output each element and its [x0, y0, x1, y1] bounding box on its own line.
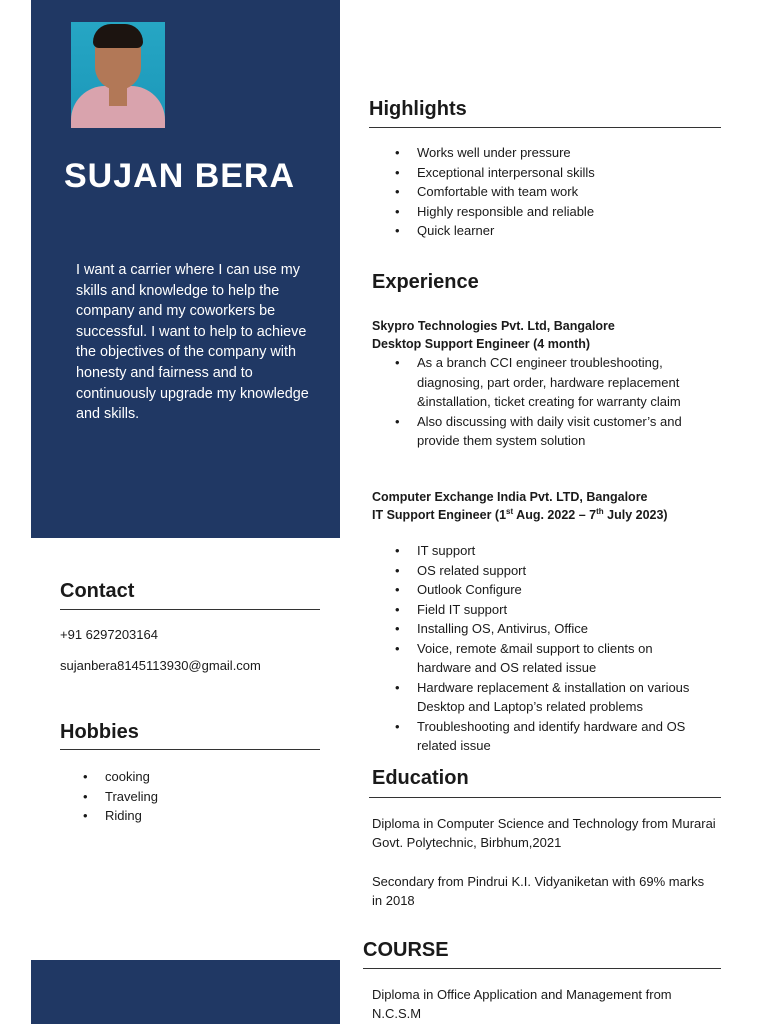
bullet-icon: • [395, 164, 400, 180]
profile-photo [71, 22, 165, 128]
candidate-name: SUJAN BERA [64, 157, 296, 195]
list-item [372, 182, 702, 202]
education-divider [369, 797, 721, 798]
bullet-icon: • [395, 718, 400, 734]
job-duties-list [372, 353, 702, 451]
sidebar-footer-panel [31, 960, 340, 1024]
list-item [60, 806, 300, 826]
contact-divider [60, 609, 320, 610]
list-item [60, 767, 300, 787]
bullet-icon: • [395, 184, 400, 199]
job-company: Computer Exchange India Pvt. LTD, Bangalore [372, 490, 648, 504]
duty-text: Voice, remote &mail support to clients on hardware and OS related issue [417, 640, 653, 675]
experience-title: Experience [372, 271, 479, 293]
highlights-list [372, 143, 702, 241]
ordinal-suffix: th [596, 506, 604, 516]
hobbies-divider [60, 749, 320, 750]
bullet-icon: • [395, 413, 400, 429]
role-text: July 2023) [603, 508, 668, 522]
duty-text: OS related support [417, 562, 527, 578]
list-item [372, 639, 702, 678]
bullet-icon: • [83, 769, 88, 784]
job-role: Desktop Support Engineer (4 month) [372, 337, 591, 351]
duty-text: Hardware replacement & installation on various Desktop and Laptop’s related problems [417, 679, 690, 714]
list-item [372, 541, 702, 561]
bullet-icon: • [395, 582, 400, 597]
duty-text: Field IT support [417, 601, 508, 617]
education-entry: Diploma in Computer Science and Technology from Murarai Govt. Polytechnic, Birbhum,2021 [372, 816, 716, 850]
highlights-title: Highlights [369, 98, 467, 120]
duty-text: Installing OS, Antivirus, Office [417, 621, 588, 636]
bullet-icon: • [395, 679, 400, 695]
bullet-icon: • [395, 640, 400, 656]
bullet-icon: • [395, 203, 400, 219]
photo-hair [93, 24, 143, 48]
highlight-text: Comfortable with team work [417, 184, 579, 199]
list-item [372, 717, 702, 756]
list-item [60, 787, 300, 807]
duty-text: As a branch CCI engineer troubleshooting, diagnosing, part order, hardware replacement &installation, ticket creating for warranty claim [417, 355, 681, 409]
contact-email: sujanbera8145113930@gmail.com [60, 658, 261, 673]
role-text: Aug. 2022 – 7 [513, 508, 597, 522]
highlight-text: Quick learner [417, 223, 495, 238]
duty-text: IT support [417, 543, 476, 558]
hobby-label: Riding [105, 808, 142, 823]
bullet-icon: • [395, 145, 400, 160]
course-title: COURSE [363, 939, 449, 961]
list-item [372, 561, 702, 581]
hobby-label: cooking [105, 769, 150, 784]
ordinal-suffix: st [506, 506, 514, 516]
hobbies-title: Hobbies [60, 721, 139, 743]
bullet-icon: • [395, 562, 400, 578]
bullet-icon: • [395, 223, 400, 238]
list-item [372, 202, 702, 222]
education-entry: Secondary from Pindrui K.I. Vidyaniketan with 69% marks in 2018 [372, 874, 705, 908]
bullet-icon: • [83, 788, 88, 804]
list-item [372, 678, 702, 717]
job-company: Skypro Technologies Pvt. Ltd, Bangalore [372, 319, 615, 333]
career-objective: I want a carrier where I can use my skills and knowledge to help the company and my coworkers be successful. I want to help to achieve the objectives of the company with honesty and fairness and to continuously upgrade my knowledge and skills. [76, 262, 309, 423]
duty-text: Troubleshooting and identify hardware and OS related issue [417, 718, 686, 753]
duty-text: Outlook Configure [417, 582, 522, 597]
bullet-icon: • [395, 621, 400, 636]
duty-text: Also discussing with daily visit customer’s and provide them system solution [417, 413, 682, 448]
highlight-text: Highly responsible and reliable [417, 203, 595, 219]
job-role [372, 506, 668, 524]
hobbies-list [60, 767, 300, 826]
highlight-text: Works well under pressure [417, 145, 571, 160]
job-duties-list [372, 541, 702, 756]
contact-title: Contact [60, 580, 135, 602]
list-item [372, 163, 702, 183]
list-item [372, 353, 702, 412]
bullet-icon: • [395, 543, 400, 558]
course-divider [363, 968, 721, 969]
highlights-divider [369, 127, 721, 128]
role-text: IT Support Engineer (1 [372, 508, 507, 522]
bullet-icon: • [83, 808, 88, 823]
highlight-text: Exceptional interpersonal skills [417, 164, 595, 180]
list-item [372, 221, 702, 241]
list-item [372, 580, 702, 600]
photo-neck [109, 88, 127, 106]
list-item [372, 412, 702, 451]
bullet-icon: • [395, 355, 400, 370]
bullet-icon: • [395, 601, 400, 617]
list-item [372, 619, 702, 639]
contact-phone: +91 6297203164 [60, 627, 158, 642]
list-item [372, 143, 702, 163]
list-item [372, 600, 702, 620]
hobby-label: Traveling [105, 788, 158, 804]
education-title: Education [372, 767, 469, 789]
course-entry: Diploma in Office Application and Management from N.C.S.M [372, 987, 672, 1021]
